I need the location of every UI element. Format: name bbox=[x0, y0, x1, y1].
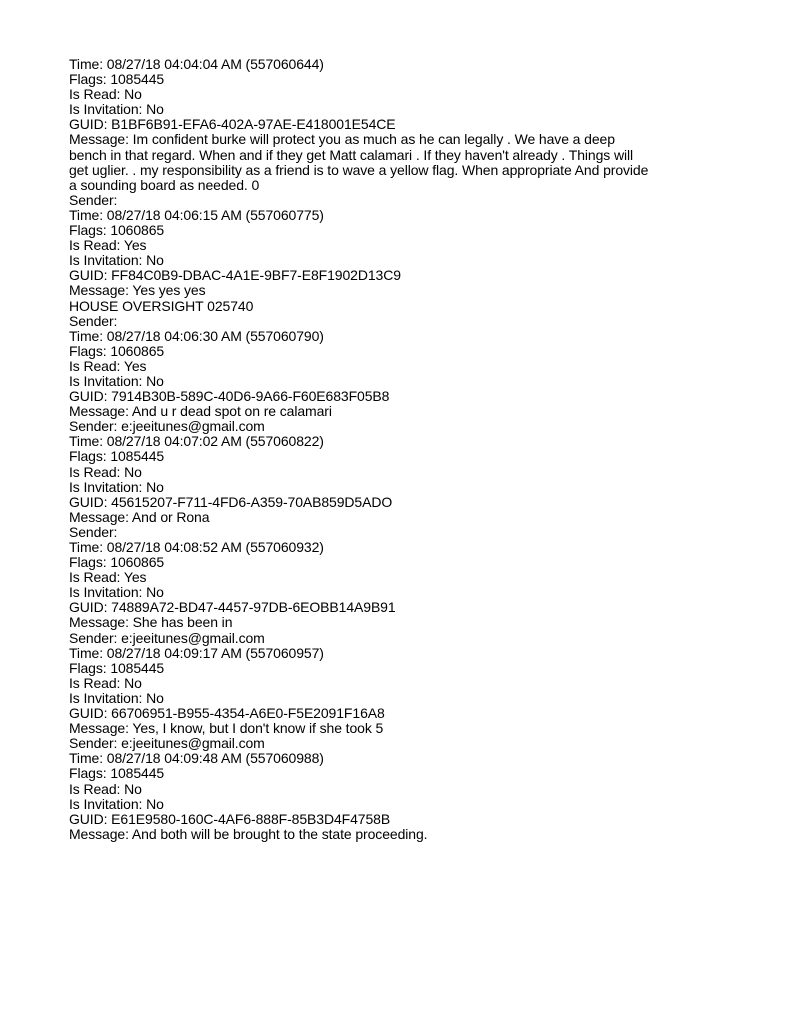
entry-message: Message: She has been in bbox=[69, 614, 233, 631]
entry-is-read: Is Read: No bbox=[69, 463, 142, 480]
entry-is-read: Is Read: Yes bbox=[69, 357, 147, 374]
entry-flags: Flags: 1085445 bbox=[69, 765, 165, 782]
entry-time: Time: 08/27/18 04:09:48 AM (557060988) bbox=[69, 750, 324, 767]
entry-sender: Sender: e:jeeitunes@gmail.com bbox=[69, 418, 265, 435]
entry-is-read: Is Read: Yes bbox=[69, 569, 147, 586]
message-entry bbox=[69, 540, 669, 646]
message-log-document bbox=[69, 57, 669, 842]
message-entry bbox=[69, 329, 669, 435]
entry-time: Time: 08/27/18 04:06:30 AM (557060790) bbox=[69, 327, 324, 344]
entry-flags: Flags: 1085445 bbox=[69, 448, 165, 465]
entry-guid: GUID: 7914B30B-589C-40D6-9A66-F60E683F05B8 bbox=[69, 388, 390, 405]
page-footer-bates-stamp: HOUSE OVERSIGHT 025740 bbox=[69, 297, 254, 314]
entry-flags: Flags: 1060865 bbox=[69, 222, 165, 239]
entry-guid: GUID: B1BF6B91-EFA6-402A-97AE-E418001E54CE bbox=[69, 116, 396, 133]
entry-is-invitation: Is Invitation: No bbox=[69, 795, 164, 812]
entry-flags: Flags: 1060865 bbox=[69, 342, 165, 359]
entry-flags: Flags: 1060865 bbox=[69, 554, 165, 571]
entry-message: Message: And or Rona bbox=[69, 508, 210, 525]
entry-sender: Sender: bbox=[69, 312, 118, 329]
message-entry bbox=[69, 751, 669, 842]
message-entry bbox=[69, 208, 669, 329]
entry-is-invitation: Is Invitation: No bbox=[69, 101, 164, 118]
entry-time: Time: 08/27/18 04:08:52 AM (557060932) bbox=[69, 539, 324, 555]
entry-message: Message: And both will be brought to the state proceeding. bbox=[69, 825, 428, 842]
entry-sender: Sender: bbox=[69, 191, 118, 208]
entry-is-read: Is Read: No bbox=[69, 780, 142, 797]
entry-message: Message: Im confident burke will protect you as much as he can legally . We have a deep bench in that regard. When and if they get Matt calamari . If they haven't already . Things will get uglier. . my responsibility as a friend is to wave a yellow flag. When appropriate And provide a sounding board as needed. 0 bbox=[69, 131, 649, 193]
entry-is-read: Is Read: No bbox=[69, 674, 142, 691]
entry-sender: Sender: e:jeeitunes@gmail.com bbox=[69, 735, 265, 752]
entry-guid: GUID: FF84C0B9-DBAC-4A1E-9BF7-E8F1902D13C9 bbox=[69, 267, 401, 284]
entry-is-invitation: Is Invitation: No bbox=[69, 584, 164, 601]
entry-is-invitation: Is Invitation: No bbox=[69, 478, 164, 495]
entry-is-invitation: Is Invitation: No bbox=[69, 689, 164, 706]
entry-flags: Flags: 1085445 bbox=[69, 659, 165, 676]
entry-is-invitation: Is Invitation: No bbox=[69, 252, 164, 269]
message-entry bbox=[69, 434, 669, 540]
message-entry bbox=[69, 646, 669, 752]
entry-sender: Sender: bbox=[69, 523, 118, 540]
entry-guid: GUID: E61E9580-160C-4AF6-888F-85B3D4F4758B bbox=[69, 810, 391, 827]
entry-message: Message: Yes, I know, but I don't know if she took 5 bbox=[69, 720, 384, 737]
message-entry bbox=[69, 57, 669, 208]
entry-time: Time: 08/27/18 04:06:15 AM (557060775) bbox=[69, 206, 324, 223]
entry-is-read: Is Read: Yes bbox=[69, 237, 147, 254]
entry-guid: GUID: 66706951-B955-4354-A6E0-F5E2091F16A8 bbox=[69, 705, 385, 722]
entry-sender: Sender: e:jeeitunes@gmail.com bbox=[69, 629, 265, 646]
entry-time: Time: 08/27/18 04:07:02 AM (557060822) bbox=[69, 433, 324, 450]
entry-flags: Flags: 1085445 bbox=[69, 71, 165, 88]
entry-is-invitation: Is Invitation: No bbox=[69, 372, 164, 389]
entry-is-read: Is Read: No bbox=[69, 86, 142, 103]
entry-guid: GUID: 45615207-F711-4FD6-A359-70AB859D5ADO bbox=[69, 493, 393, 510]
entry-guid: GUID: 74889A72-BD47-4457-97DB-6EOBB14A9B91 bbox=[69, 599, 396, 616]
entry-message: Message: And u r dead spot on re calamari bbox=[69, 403, 332, 420]
entry-time: Time: 08/27/18 04:04:04 AM (557060644) bbox=[69, 56, 324, 72]
entry-time: Time: 08/27/18 04:09:17 AM (557060957) bbox=[69, 644, 324, 661]
entry-message: Message: Yes yes yes bbox=[69, 282, 206, 299]
